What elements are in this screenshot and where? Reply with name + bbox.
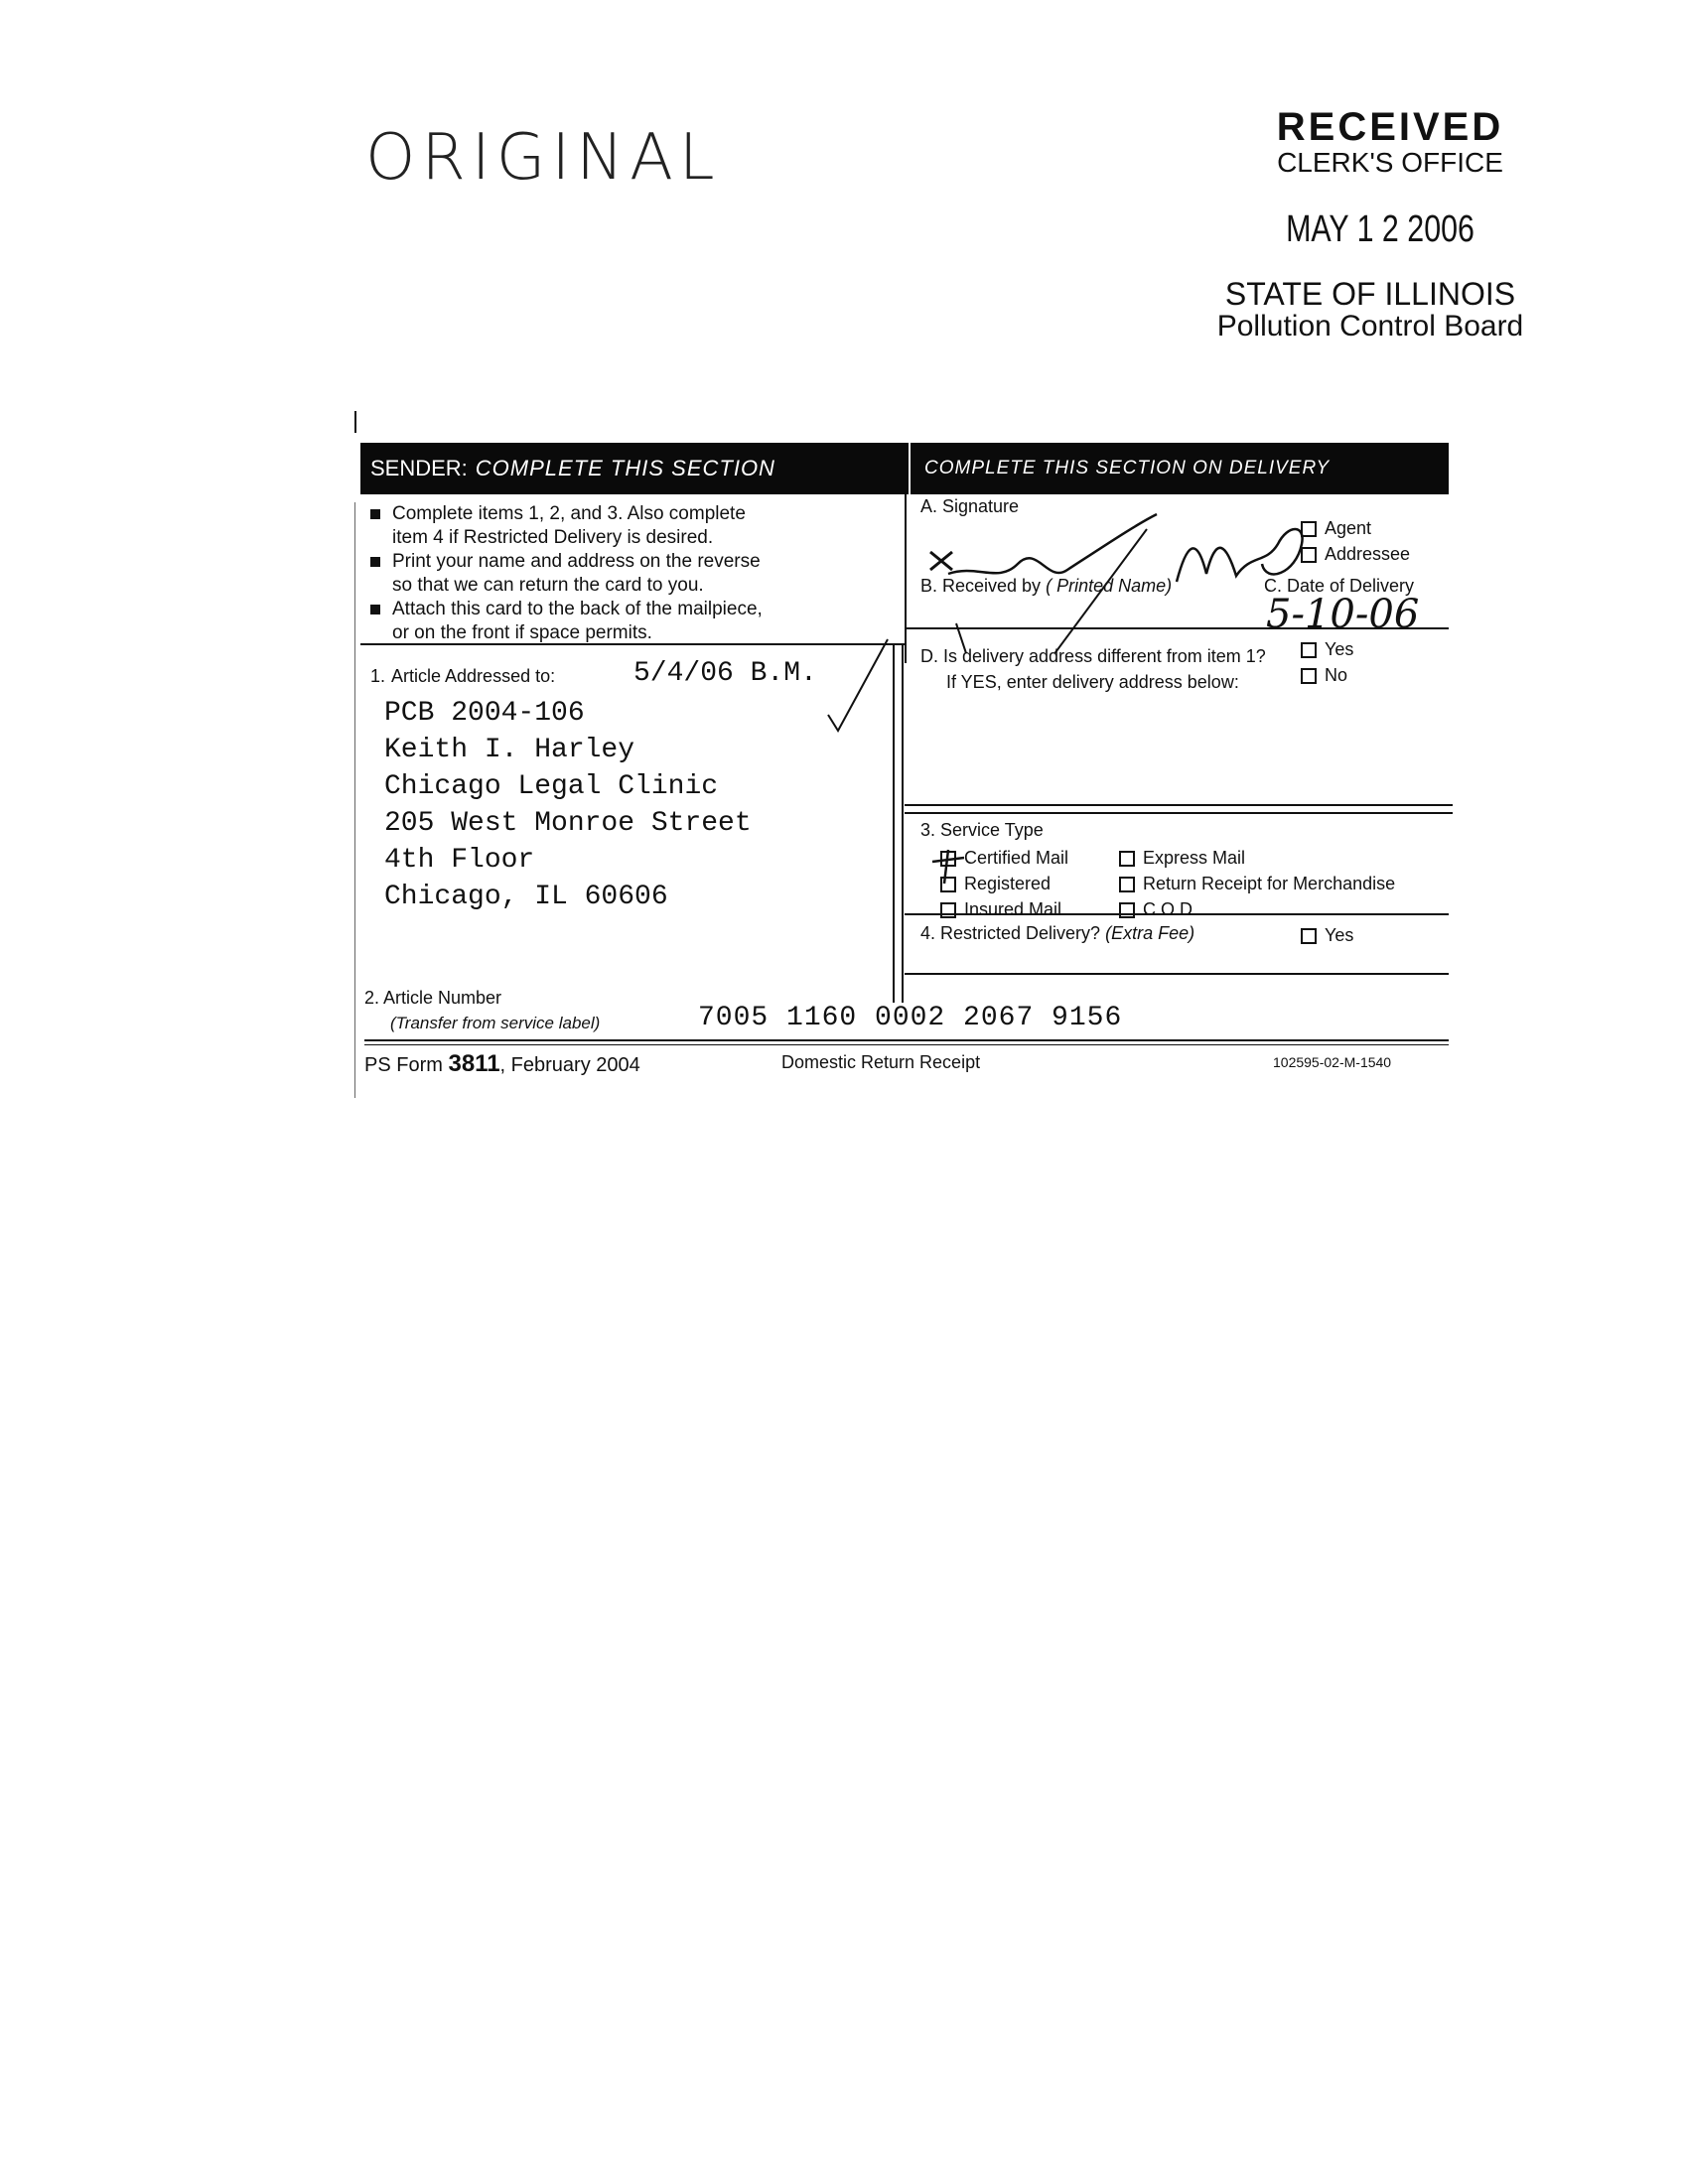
restricted-yes-option[interactable] bbox=[1301, 925, 1353, 946]
instructions bbox=[366, 502, 903, 645]
bullet-icon bbox=[370, 557, 380, 567]
divider-d-bottom-2 bbox=[905, 812, 1453, 814]
clerk-office: CLERK'S OFFICE bbox=[1277, 147, 1503, 178]
service-cod[interactable] bbox=[1119, 899, 1197, 920]
article-number-value: 7005 1160 0002 2067 9156 bbox=[698, 1003, 1123, 1033]
ps-form-text: PS Form bbox=[364, 1054, 443, 1076]
service-certified-label: Certified Mail bbox=[964, 848, 1069, 868]
checkbox-icon bbox=[1301, 668, 1317, 684]
certified-check-mark bbox=[928, 840, 968, 889]
agent-option[interactable] bbox=[1301, 518, 1371, 539]
service-insured[interactable] bbox=[940, 899, 1061, 920]
checkbox-icon bbox=[1119, 851, 1135, 867]
left-edge-line bbox=[354, 502, 355, 1098]
original-stamp: ORIGINAL bbox=[365, 121, 721, 195]
return-receipt-card bbox=[352, 443, 1445, 1088]
service-cod-label: C.O.D. bbox=[1143, 899, 1198, 919]
instruction-line: Attach this card to the back of the mailpiece, bbox=[392, 599, 763, 619]
d-question-sub: If YES, enter delivery address below: bbox=[946, 672, 1239, 692]
instruction-line: Complete items 1, 2, and 3. Also complete bbox=[392, 503, 746, 524]
received-by-sub: ( Printed Name) bbox=[1046, 576, 1173, 596]
received-date: MAY 1 2 2006 bbox=[1286, 208, 1474, 250]
checkbox-icon bbox=[1301, 521, 1317, 537]
service-express[interactable] bbox=[1119, 848, 1245, 869]
service-registered-label: Registered bbox=[964, 874, 1052, 893]
received-board: Pollution Control Board bbox=[1216, 310, 1524, 342]
checkbox-icon bbox=[1301, 547, 1317, 563]
d-no-option[interactable] bbox=[1301, 665, 1347, 686]
restricted-yes-label: Yes bbox=[1325, 925, 1354, 945]
divider-vertical-inner bbox=[902, 643, 904, 1003]
divider-restricted-bottom bbox=[905, 973, 1449, 975]
restricted-text: 4. Restricted Delivery? bbox=[920, 923, 1101, 943]
address-line: Chicago, IL 60606 bbox=[384, 882, 668, 912]
sender-header-sub: COMPLETE THIS SECTION bbox=[475, 456, 775, 480]
received-by-label bbox=[920, 576, 1172, 597]
divider-d-bottom bbox=[905, 804, 1453, 806]
restricted-delivery-label bbox=[920, 923, 1194, 944]
instruction-line: item 4 if Restricted Delivery is desired. bbox=[392, 527, 714, 548]
recipient-address bbox=[384, 695, 752, 915]
service-return-receipt[interactable] bbox=[1119, 874, 1395, 894]
received-stamp bbox=[1192, 107, 1549, 342]
article-addressed-text: Article Addressed to: bbox=[391, 666, 556, 686]
article-number-sub: (Transfer from service label) bbox=[390, 1014, 601, 1032]
d-question bbox=[920, 643, 1266, 695]
d-question-text: D. Is delivery address different from item 1? bbox=[920, 646, 1266, 666]
service-type-label: 3. Service Type bbox=[920, 820, 1044, 840]
ps-form-date: , February 2004 bbox=[499, 1054, 640, 1076]
divider-footer bbox=[364, 1044, 1449, 1045]
divider-article-number bbox=[364, 1039, 1449, 1041]
checkbox-icon bbox=[1119, 902, 1135, 918]
handwritten-check-mark bbox=[824, 635, 894, 745]
instruction-line: so that we can return the card to you. bbox=[392, 575, 704, 596]
addressee-label: Addressee bbox=[1325, 544, 1411, 564]
instruction-line: Print your name and address on the reverse bbox=[392, 551, 761, 572]
instruction-line: or on the front if space permits. bbox=[392, 622, 652, 643]
ps-form-number: 3811 bbox=[448, 1050, 500, 1077]
address-line: PCB 2004-106 bbox=[384, 698, 585, 729]
checkbox-icon bbox=[1119, 877, 1135, 892]
article-handwritten-note: 5/4/06 B.M. bbox=[633, 658, 817, 689]
received-by-text: B. Received by bbox=[920, 576, 1042, 596]
bullet-icon bbox=[370, 605, 380, 614]
d-yes-label: Yes bbox=[1325, 639, 1354, 659]
date-of-delivery-value: 5-10-06 bbox=[1266, 592, 1420, 637]
address-line: Chicago Legal Clinic bbox=[384, 771, 719, 802]
service-express-label: Express Mail bbox=[1143, 848, 1246, 868]
address-line: 4th Floor bbox=[384, 845, 535, 876]
left-edge-mark bbox=[354, 411, 356, 433]
date-of-delivery-label: C. Date of Delivery bbox=[1264, 576, 1415, 596]
divider-vertical-top bbox=[905, 494, 907, 663]
delivery-header: COMPLETE THIS SECTION ON DELIVERY bbox=[911, 443, 1449, 494]
article-number-text: 2. Article Number bbox=[364, 988, 502, 1008]
d-yes-option[interactable] bbox=[1301, 639, 1353, 660]
ps-form-label bbox=[364, 1050, 640, 1078]
addressee-option[interactable] bbox=[1301, 544, 1410, 565]
received-state: STATE OF ILLINOIS bbox=[1224, 276, 1516, 312]
article-number-label bbox=[364, 985, 600, 1036]
address-line: Keith I. Harley bbox=[384, 735, 635, 765]
checkbox-icon bbox=[1301, 928, 1317, 944]
article-addressed-label bbox=[370, 666, 555, 687]
bullet-icon bbox=[370, 509, 380, 519]
service-return-receipt-label: Return Receipt for Merchandise bbox=[1143, 874, 1396, 893]
service-insured-label: Insured Mail bbox=[964, 899, 1062, 919]
d-no-label: No bbox=[1325, 665, 1348, 685]
checkbox-icon bbox=[1301, 642, 1317, 658]
sender-header-label: SENDER: bbox=[370, 456, 468, 480]
checkbox-icon bbox=[940, 902, 956, 918]
received-title: RECEIVED bbox=[1276, 105, 1504, 149]
form-title: Domestic Return Receipt bbox=[781, 1052, 981, 1072]
article-addressed-number: 1. bbox=[370, 666, 386, 686]
agent-label: Agent bbox=[1325, 518, 1372, 538]
signature-label: A. Signature bbox=[920, 496, 1020, 516]
form-code: 102595-02-M-1540 bbox=[1273, 1054, 1392, 1070]
restricted-fee: (Extra Fee) bbox=[1105, 923, 1195, 943]
address-line: 205 West Monroe Street bbox=[384, 808, 752, 839]
sender-header bbox=[360, 443, 909, 494]
